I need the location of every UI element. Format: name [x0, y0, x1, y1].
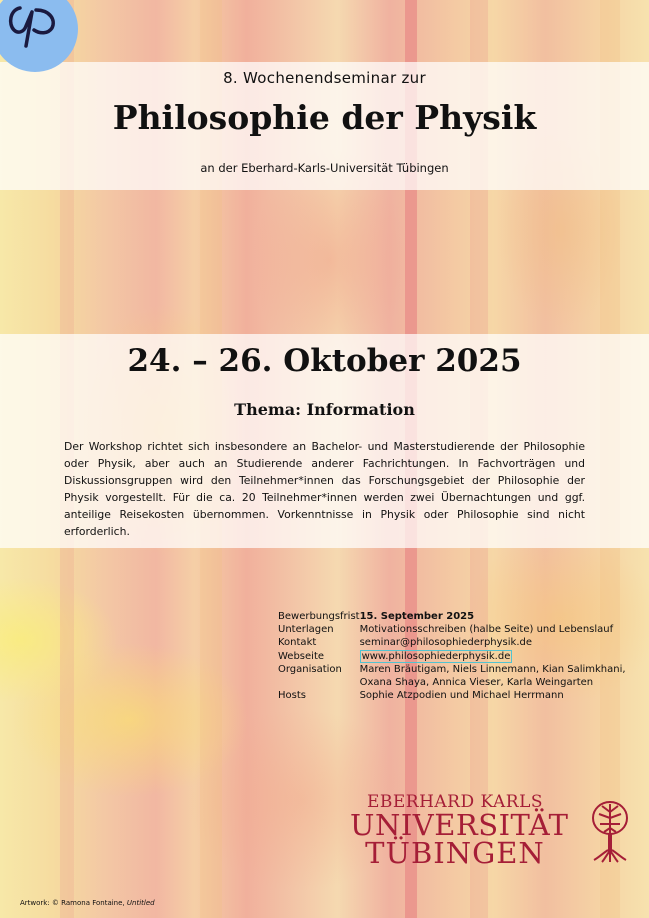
logo-line-tuebingen: TÜBINGEN — [365, 836, 545, 870]
info-row-website — [278, 650, 630, 663]
credit-prefix: Artwork: © Ramona Fontaine, — [20, 899, 127, 907]
artwork-credit — [20, 899, 155, 907]
seminar-subtitle: 8. Wochenendseminar zur — [223, 69, 426, 87]
university-line: an der Eberhard-Karls-Universität Tübingen — [200, 161, 449, 175]
website-label: Webseite — [278, 650, 325, 662]
university-logo — [350, 792, 640, 872]
documents-value: Motivationsschreiben (halbe Seite) und Lebenslauf — [359, 624, 614, 636]
info-row-organisation — [278, 663, 630, 689]
organisation-names-2: Oxana Shaya, Annica Vieser, Karla Weingarten — [359, 677, 594, 689]
deadline-label: Bewerbungsfrist — [278, 611, 360, 622]
organisation-names-1: Maren Bräutigam, Niels Linnemann, Kian Salimkhani, — [359, 663, 626, 675]
hosts-label: Hosts — [278, 690, 306, 702]
info-row-deadline — [278, 610, 630, 623]
organisation-label: Organisation — [278, 663, 342, 675]
info-row-hosts — [278, 689, 630, 702]
logo-line-eberhard-karls: EBERHARD KARLS — [366, 792, 544, 812]
info-table — [278, 610, 630, 702]
page-title: Philosophie der Physik — [112, 98, 537, 137]
info-row-documents — [278, 623, 630, 636]
info-row-contact — [278, 636, 630, 649]
contact-email[interactable]: seminar@philosophiederphysik.de — [359, 637, 533, 649]
phi-icon — [6, 2, 62, 56]
event-description: Der Workshop richtet sich insbesondere an Bachelor- und Masterstudierende der Philosophie oder Physik, aber auch an Studierende anderer Fachrichtungen. In Fachvorträgen und Diskussionsgruppen wird den Teilnehmer*innen das Forschungsgebiet der Philosophie der Physik vorgestellt. Für die ca. 20 Teilnehmer*innen werden zwei Übernachtungen und ggf. anteilige Reisekosten übernommen. Vorkenntnisse in Physik oder Philosophie sind nicht erforderlich. — [64, 440, 585, 538]
logo-line-universitaet: UNIVERSITÄT — [350, 808, 569, 842]
event-dates: 24. – 26. Oktober 2025 — [127, 343, 522, 379]
website-link[interactable]: www.philosophiederphysik.de — [361, 650, 511, 662]
hosts-value: Sophie Atzpodien und Michael Herrmann — [359, 690, 564, 702]
contact-label: Kontakt — [278, 637, 317, 649]
deadline-value: 15. September 2025 — [359, 611, 475, 622]
event-theme: Thema: Information — [234, 400, 415, 419]
palm-tree-icon — [590, 798, 630, 864]
credit-title: Untitled — [126, 899, 155, 907]
documents-label: Unterlagen — [278, 624, 334, 636]
